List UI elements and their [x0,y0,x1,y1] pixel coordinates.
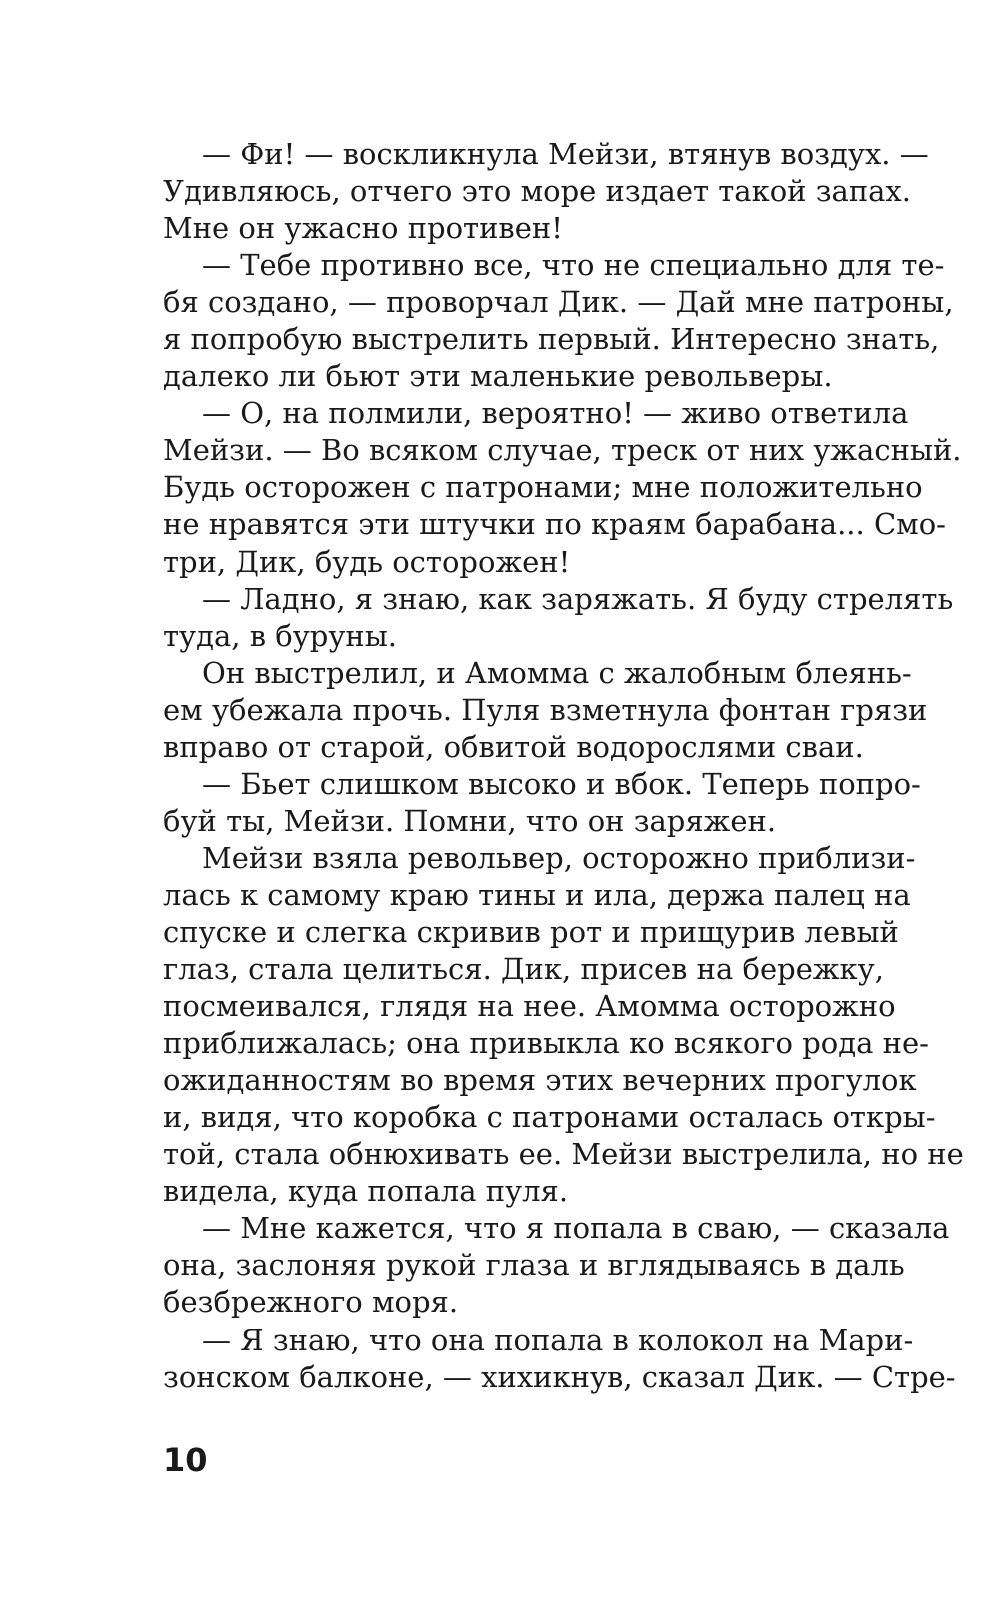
text-line: три, Дик, будь осторожен! [163,544,571,579]
text-line: Мне он ужасно противен! [163,211,563,246]
text-line: — Бьет слишком высоко и вбок. Теперь попро- [202,766,921,801]
text-line: Мейзи. — Во всяком случае, треск от них ужасный. [163,433,962,468]
text-line: ожиданностям во время этих вечерних прогулок [163,1063,917,1098]
text-line: глаз, стала целиться. Дик, присев на бережку, [163,952,884,987]
paragraph [163,1210,950,1321]
text-line: буй ты, Мейзи. Помни, что он заряжен. [163,803,777,838]
text-line: — Фи! — воскликнула Мейзи, втянув воздух. — [202,137,929,171]
text-line: Он выстрелил, и Амомма с жалобным блеянь- [202,655,912,690]
paragraph [163,581,954,655]
text-line: не нравятся эти штучки по краям барабана... Смо- [163,507,946,542]
body-text [163,136,964,1396]
text-line: зонском балконе, — хихикнув, сказал Дик. — Стре- [163,1359,956,1394]
text-line: я попробую выстрелить первый. Интересно знать, [163,322,940,357]
text-line: — Тебе противно все, что не специально для те- [202,248,945,283]
text-line: спуске и слегка скривив рот и прищурив левый [163,914,899,949]
paragraph [163,840,964,1210]
text-line: — Я знаю, что она попала в колокол на Мари- [202,1322,914,1357]
page-number: 10 [163,1441,208,1479]
text-line: вправо от старой, обвитой водорослями сваи. [163,729,864,764]
paragraph [163,766,921,840]
text-line: туда, в буруны. [163,618,398,653]
text-line: Удивляюсь, отчего это море издает такой запах. [163,174,912,209]
text-line: — Ладно, я знаю, как заряжать. Я буду стрелять [202,581,954,616]
text-line: Мейзи взяла револьвер, осторожно приблизи- [202,840,916,875]
text-line: той, стала обнюхивать ее. Мейзи выстрелила, но не [163,1137,964,1172]
text-line: лась к самому краю тины и ила, держа палец на [163,877,911,912]
paragraph [163,655,928,766]
paragraph [163,395,962,580]
text-line: и, видя, что коробка с патронами осталась откры- [163,1100,936,1135]
paragraph [163,247,954,395]
text-line: ем убежала прочь. Пуля взметнула фонтан грязи [163,692,928,727]
text-line: далеко ли бьют эти маленькие револьверы. [163,359,833,394]
text-line: безбрежного моря. [163,1285,459,1320]
paragraph [163,1322,956,1396]
text-line: посмеивался, глядя на нее. Амомма осторожно [163,989,896,1024]
text-line: она, заслоняя рукой глаза и вглядываясь в даль [163,1248,905,1283]
text-line: видела, куда попала пуля. [163,1174,569,1209]
text-line: — О, на полмили, вероятно! — живо ответила [202,396,909,431]
text-line: приближалась; она привыкла ко всякого рода не- [163,1026,929,1061]
text-line: Будь осторожен с патронами; мне положительно [163,470,923,505]
paragraph [163,136,929,247]
text-line: — Мне кажется, что я попала в сваю, — сказала [202,1211,950,1246]
text-line: бя создано, — проворчал Дик. — Дай мне патроны, [163,285,954,320]
